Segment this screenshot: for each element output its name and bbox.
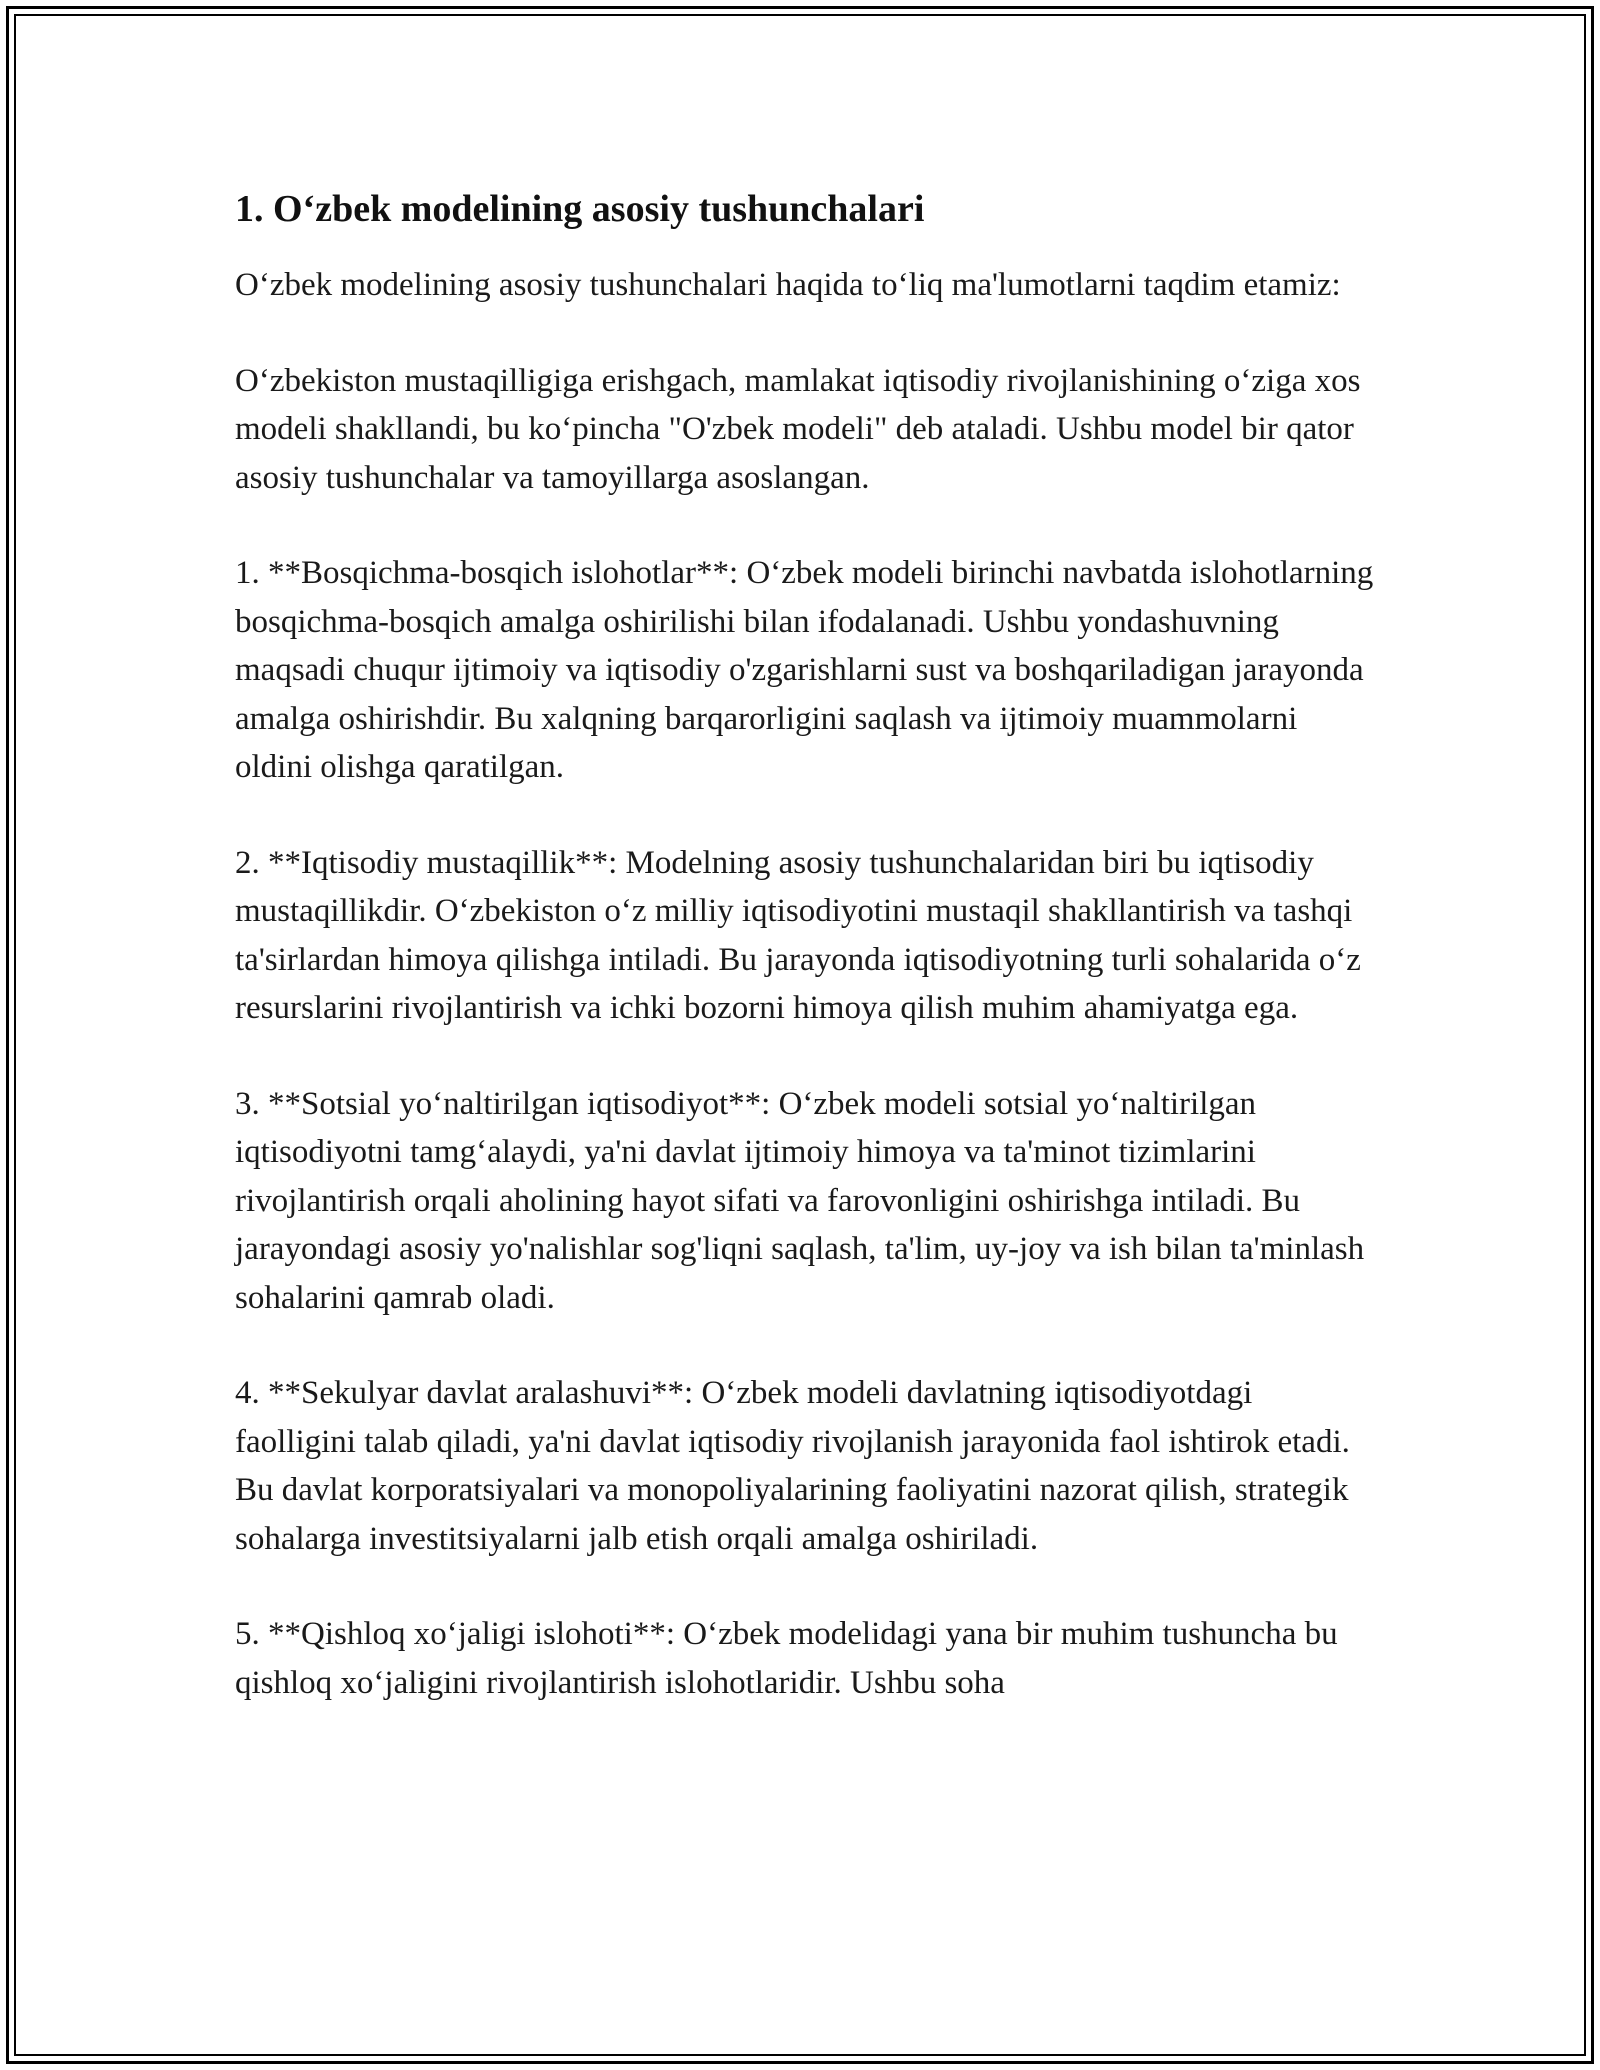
- context-paragraph: O‘zbekiston mustaqilligiga erishgach, mamlakat iqtisodiy rivojlanishining o‘ziga xos modeli shakllandi, bu ko‘pincha "O'zbek modeli" deb ataladi. Ushbu model bir qator asosiy tushunchalar va tamoyillarga asoslangan.: [235, 362, 1361, 496]
- point-4-paragraph: 4. **Sekulyar davlat aralashuvi**: O‘zbek modeli davlatning iqtisodiyotdagi faolligini talab qiladi, ya'ni davlat iqtisodiy rivojlanish jarayonida faol ishtirok etadi. Bu davlat korporatsiyalari va monopoliyalarining faoliyatini nazorat qilish, strategik sohalarga investitsiyalarni jalb etish orqali amalga oshiriladi.: [235, 1375, 1350, 1557]
- document-body: [235, 185, 1375, 1754]
- section-title: 1. O‘zbek modelining asosiy tushunchalari: [235, 188, 925, 230]
- point-2-paragraph: 2. **Iqtisodiy mustaqillik**: Modelning asosiy tushunchalaridan biri bu iqtisodiy mustaqillikdir. O‘zbekiston o‘z milliy iqtisodiyotini mustaqil shakllantirish va tashqi ta'sirlardan himoya qilishga intiladi. Bu jarayonda iqtisodiyotning turli sohalarida o‘z resurslarini rivojlantirish va ichki bozorni himoya qilish muhim ahamiyatga ega.: [235, 844, 1361, 1026]
- intro-paragraph: O‘zbek modelining asosiy tushunchalari haqida to‘liq ma'lumotlarni taqdim etamiz:: [235, 267, 1341, 303]
- point-3-paragraph: 3. **Sotsial yo‘naltirilgan iqtisodiyot**: O‘zbek modeli sotsial yo‘naltirilgan iqtisodiyotni tamg‘alaydi, ya'ni davlat ijtimoiy himoya va ta'minot tizimlarini rivojlantirish orqali aholining hayot sifati va farovonligini oshirishga intiladi. Bu jarayondagi asosiy yo'nalishlar sog'liqni saqlash, ta'lim, uy-joy va ish bilan ta'minlash sohalarini qamrab oladi.: [235, 1085, 1365, 1316]
- point-1-paragraph: 1. **Bosqichma-bosqich islohotlar**: O‘zbek modeli birinchi navbatda islohotlarning bosqichma-bosqich amalga oshirilishi bilan ifodalanadi. Ushbu yondashuvning maqsadi chuqur ijtimoiy va iqtisodiy o'zgarishlarni sust va boshqariladigan jarayonda amalga oshirishdir. Bu xalqning barqarorligini saqlash va ijtimoiy muammolarni oldini olishga qaratilgan.: [235, 555, 1374, 785]
- point-5-paragraph: 5. **Qishloq xo‘jaligi islohoti**: O‘zbek modelidagi yana bir muhim tushuncha bu qishloq xo‘jaligini rivojlantirish islohotlaridir. Ushbu soha: [235, 1616, 1338, 1701]
